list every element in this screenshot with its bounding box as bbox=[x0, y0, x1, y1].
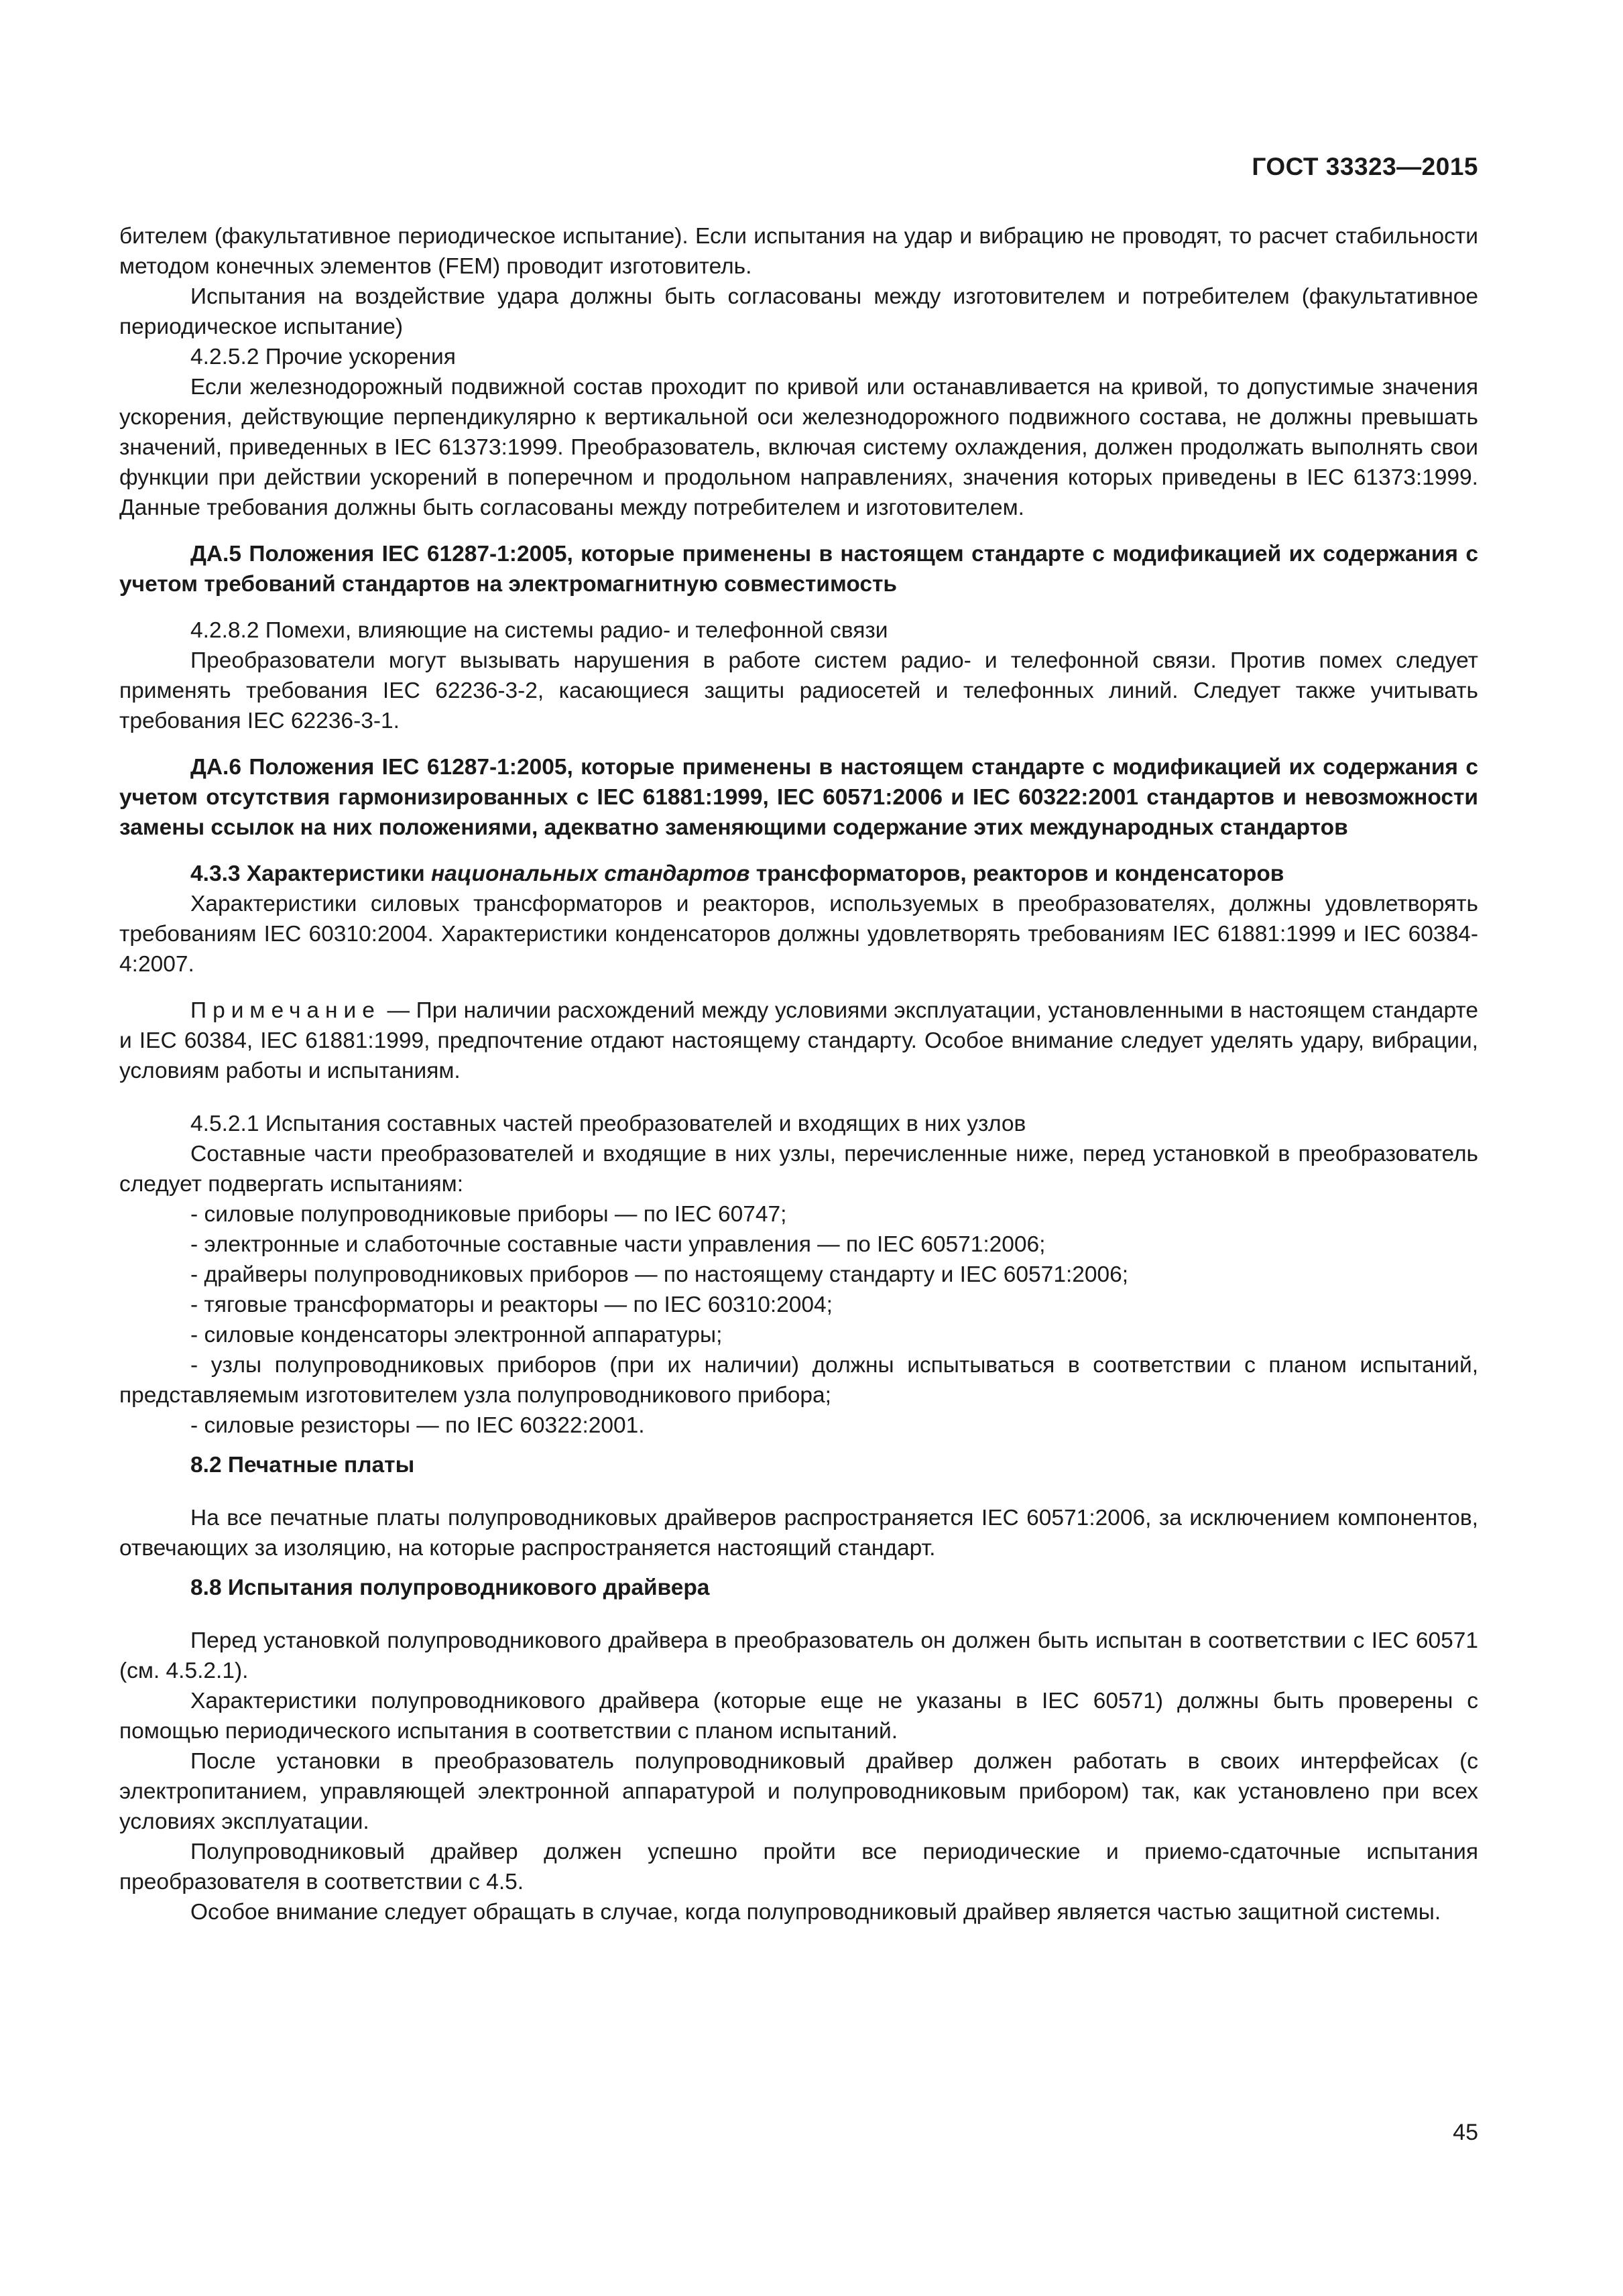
paragraph-shock-tests: Испытания на воздействие удара должны быть согласованы между изготовителем и потребителем (факультативное периодическое испытание) bbox=[119, 284, 1478, 339]
paragraph-radio-interference: Преобразователи могут вызывать нарушения в работе систем радио- и телефонной связи. Против помех следует применять требования IEC 62236-3-2, касающиеся защиты радиосетей и телефонных линий. Следует также учитывать требования IEC 62236-3-1. bbox=[119, 648, 1478, 733]
section-heading-da6: ДА.6 Положения IEC 61287-1:2005, которые применены в настоящем стандарте с модификацией их содержания с учетом отсутствия гармонизированных с IEC 61881:1999, IEC 60571:2006 и IEC 60322:2001 стандартов и невозможности замены ссылок на них положениями, адекватно заменяющими содержание этих международных стандартов bbox=[119, 755, 1478, 840]
paragraph-component-tests: Составные части преобразователей и входящие в них узлы, перечисленные ниже, перед установкой в преобразователь следует подвергать испытаниям: bbox=[119, 1142, 1478, 1197]
paragraph-driver-tests: Полупроводниковый драйвер должен успешно пройти все периодические и приемо-сдаточные испытания преобразователя в соответствии с 4.5. bbox=[119, 1839, 1478, 1894]
clause-4-2-5-2-title: 4.2.5.2 Прочие ускорения bbox=[190, 345, 456, 369]
document-body bbox=[119, 221, 1478, 1927]
note-paragraph bbox=[119, 995, 1478, 1086]
page-number: 45 bbox=[1453, 2120, 1478, 2145]
document-code-header: ГОСТ 33323—2015 bbox=[1252, 153, 1478, 180]
paragraph-accelerations: Если железнодорожный подвижной состав проходит по кривой или останавливается на кривой, то допустимые значения ускорения, действующие перпендикулярно к вертикальной оси железнодорожного подвижного состава, не должны превышать значений, приведенных в IEC 61373:1999. Преобразователь, включая систему охлаждения, должен продолжать выполнять свои функции при действии ускорений в поперечном и продольном направлениях, значения которых приведены в IEC 61373:1999. Данные требования должны быть согласованы между потребителем и изготовителем. bbox=[119, 375, 1478, 520]
clause-4-3-3-heading-start: 4.3.3 Характеристики bbox=[190, 861, 432, 886]
list-item: - драйверы полупроводниковых приборов — по настоящему стандарту и IEC 60571:2006; bbox=[190, 1262, 1129, 1287]
clause-4-5-2-1-title: 4.5.2.1 Испытания составных частей преобразователей и входящих в них узлов bbox=[190, 1111, 1026, 1136]
paragraph-continuation: бителем (факультативное периодическое испытание). Если испытания на удар и вибрацию не проводят, то расчет стабильности методом конечных элементов (FEM) проводит изготовитель. bbox=[119, 224, 1478, 279]
clause-4-3-3-heading-end: трансформаторов, реакторов и конденсаторов bbox=[749, 861, 1284, 886]
clause-4-3-3-heading-italic: национальных стандартов bbox=[431, 861, 750, 886]
note-label: Примечание bbox=[190, 998, 381, 1023]
paragraph-driver-after-install: После установки в преобразователь полупроводниковый драйвер должен работать в своих интерфейсах (с электропитанием, управляющей электронной аппаратурой и полупроводниковым прибором) так, как установлено при всех условиях эксплуатации. bbox=[119, 1749, 1478, 1834]
paragraph-printed-boards: На все печатные платы полупроводниковых драйверов распространяется IEC 60571:2006, за исключением компонентов, отвечающих за изоляцию, на которые распространяется настоящий стандарт. bbox=[119, 1506, 1478, 1561]
section-heading-8-8: 8.8 Испытания полупроводникового драйвера bbox=[190, 1575, 710, 1600]
clause-4-2-8-2-title: 4.2.8.2 Помехи, влияющие на системы радио- и телефонной связи bbox=[190, 618, 888, 643]
paragraph-driver-protection: Особое внимание следует обращать в случае, когда полупроводниковый драйвер является частью защитной системы. bbox=[190, 1900, 1441, 1925]
list-item: - тяговые трансформаторы и реакторы — по IEC 60310:2004; bbox=[190, 1292, 833, 1317]
note-text: — При наличии расхождений между условиями эксплуатации, установленными в настоящем стандарте и IEC 60384, IEC 61881:1999, предпочтение отдают настоящему стандарту. Особое внимание следует уделять удару, вибрации, условиям работы и испытаниям. bbox=[119, 998, 1478, 1083]
section-heading-8-2: 8.2 Печатные платы bbox=[190, 1453, 415, 1477]
list-item: - силовые конденсаторы электронной аппаратуры; bbox=[190, 1323, 723, 1347]
section-heading-da5: ДА.5 Положения IEC 61287-1:2005, которые применены в настоящем стандарте с модификацией их содержания с учетом требований стандартов на электромагнитную совместимость bbox=[119, 542, 1478, 597]
paragraph-driver-characteristics: Характеристики полупроводникового драйвера (которые еще не указаны в IEC 60571) должны быть проверены с помощью периодического испытания в соответствии с планом испытаний. bbox=[119, 1689, 1478, 1744]
list-item: - силовые полупроводниковые приборы — по IEC 60747; bbox=[190, 1202, 787, 1227]
list-item: - силовые резисторы — по IEC 60322:2001. bbox=[190, 1413, 645, 1438]
paragraph-transformer-characteristics: Характеристики силовых трансформаторов и реакторов, используемых в преобразователях, должны удовлетворять требованиям IEC 60310:2004. Характеристики конденсаторов должны удовлетворять требованиям IEC 61881:1999 и IEC 60384-4:2007. bbox=[119, 892, 1478, 977]
list-item: - узлы полупроводниковых приборов (при их наличии) должны испытываться в соответствии с планом испытаний, представляемым изготовителем узла полупроводникового прибора; bbox=[119, 1353, 1478, 1408]
list-item: - электронные и слаботочные составные части управления — по IEC 60571:2006; bbox=[190, 1232, 1046, 1257]
clause-4-3-3-heading bbox=[119, 859, 1478, 889]
paragraph-driver-before-install: Перед установкой полупроводникового драйвера в преобразователь он должен быть испытан в соответствии с IEC 60571 (см. 4.5.2.1). bbox=[119, 1628, 1478, 1683]
